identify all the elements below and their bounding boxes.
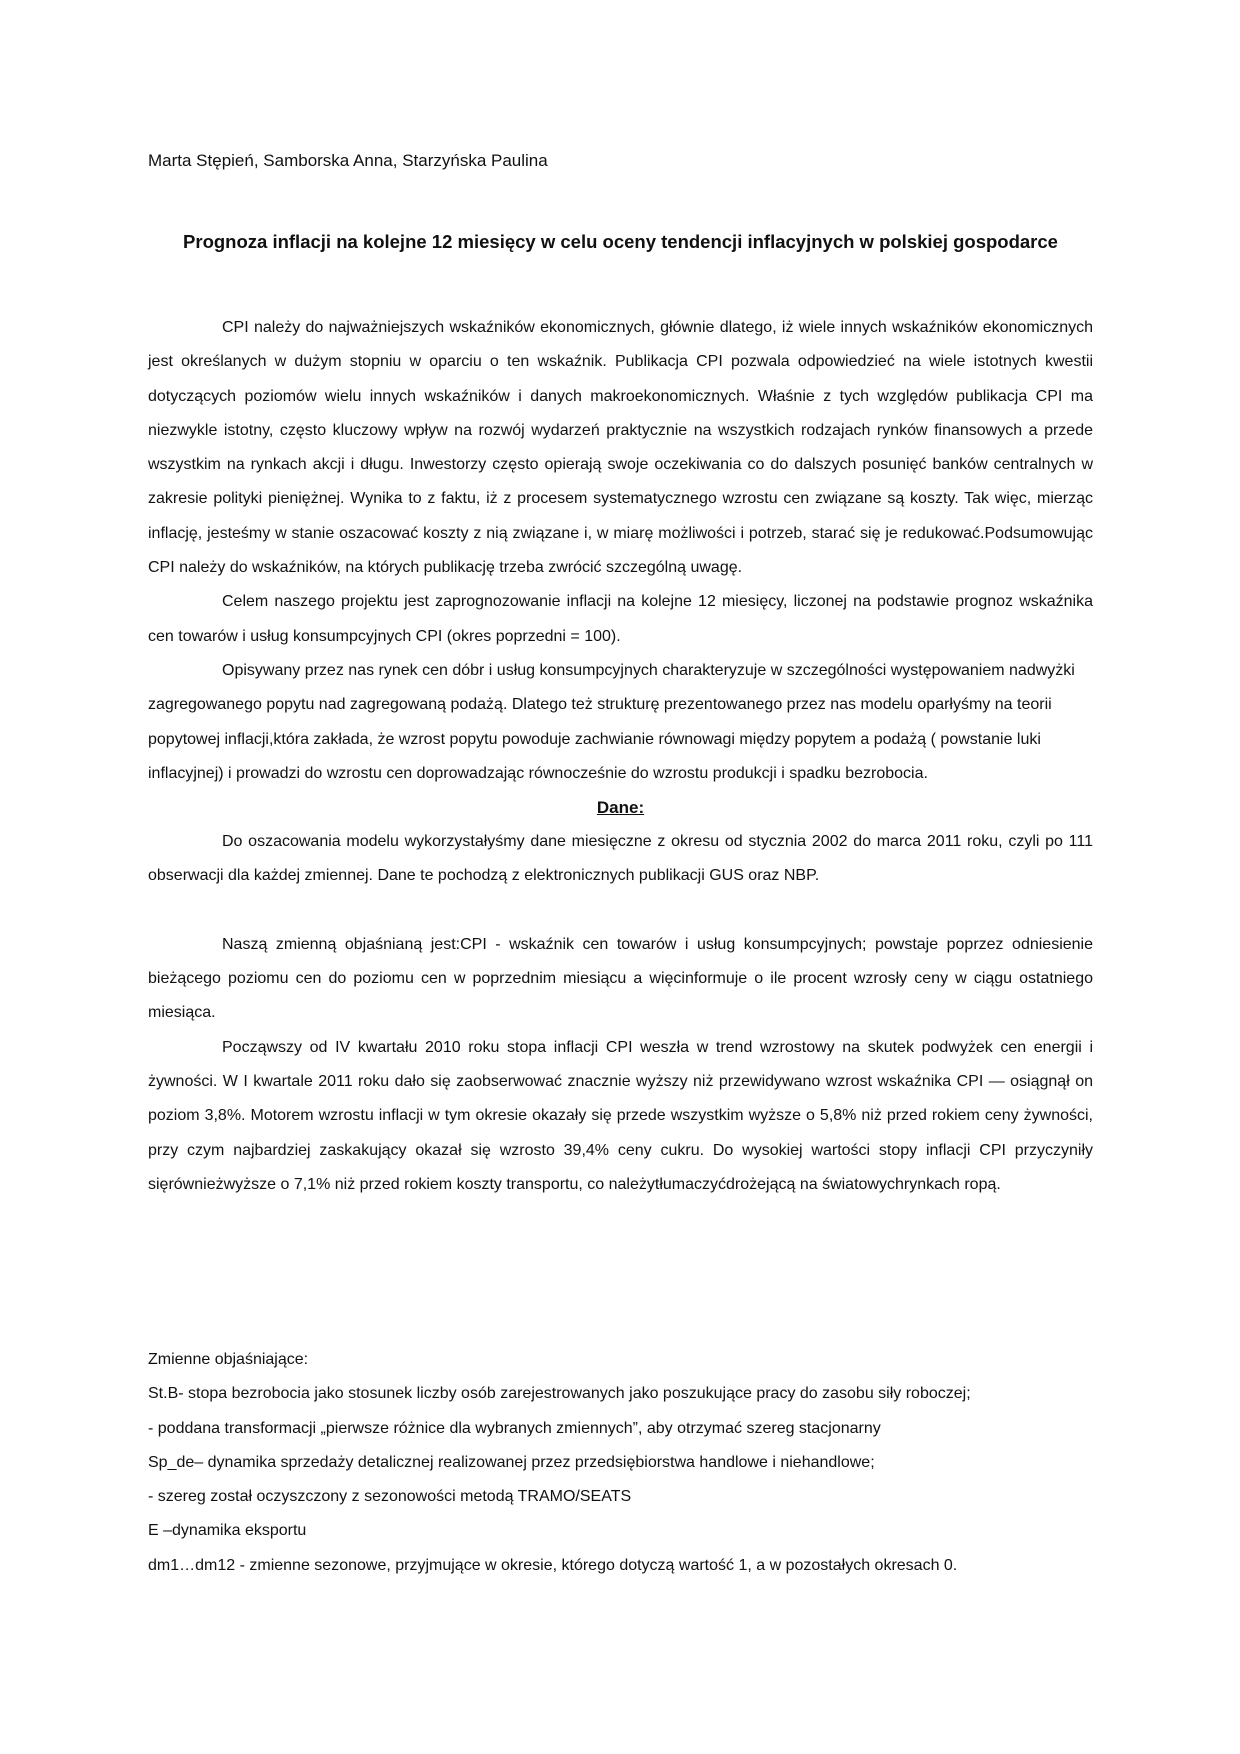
document-title: Prognoza inflacji na kolejne 12 miesięcy w celu oceny tendencji inflacyjnych w polskiej gospodarce: [183, 231, 1058, 252]
paragraph-spacer: [148, 894, 1093, 928]
explanatory-heading: Zmienne objaśniające:: [148, 1351, 309, 1368]
paragraph-inflation-trend: Począwszy od IV kwartału 2010 roku stopa inflacji CPI weszła w trend wzrostowy na skutek podwyżek cen energii i żywności. W I kwartale 2011 roku dało się zaobserwować znacznie wyższy niż przewidywano wzrost wskaźnika CPI — osiągnął on poziom 3,8%. Motorem wzrostu inflacji w tym okresie okazały się przede wszystkim wyższe o 5,8% niż przed rokiem ceny żywności, przy czym najbardziej zaskakujący okazał się wzrosto 39,4% ceny cukru. Do wysokiej wartości stopy inflacji CPI przyczyniły sięrównieżwyższe o 7,1% niż przed rokiem koszty transportu, co należytłumaczyćdrożejącą na światowychrynkach ropą.: [148, 1038, 1093, 1193]
paragraph-market: Opisywany przez nas rynek cen dóbr i usług konsumpcyjnych charakteryzuje w szczególności występowaniem nadwyżki zagregowanego popytu nad zagregowaną podażą. Dlatego też strukturę prezentowanego przez nas modelu oparłyśmy na teorii popytowej inflacji,która zakłada, że wzrost popytu powoduje zachwianie równowagi między popytem a podażą ( powstanie luki inflacyjnej) i prowadzi do wzrostu cen doprowadzając równocześnie do wzrostu produkcji i spadku bezrobocia.: [148, 661, 1075, 782]
section-heading-data: Dane:: [596, 798, 645, 818]
paragraph-goal: Celem naszego projektu jest zaprognozowanie inflacji na kolejne 12 miesięcy, liczonej na podstawie prognoz wskaźnika cen towarów i usług konsumpcyjnych CPI (okres poprzedni = 100).: [148, 593, 1093, 645]
explanatory-line: Sp_de– dynamika sprzedaży detalicznej realizowanej przez przedsiębiorstwa handlowe i niehandlowe;: [148, 1453, 875, 1471]
body-text: [148, 311, 1093, 1202]
explanatory-variables: [148, 1343, 1093, 1583]
explanatory-line: - poddana transformacji „pierwsze różnice dla wybranych zmiennych”, aby otrzymać szereg stacjonarny: [148, 1419, 881, 1437]
paragraph-data-source: Do oszacowania modelu wykorzystałyśmy dane miesięczne z okresu od stycznia 2002 do marca 2011 roku, czyli po 111 obserwacji dla każdej zmiennej. Dane te pochodzą z elektronicznych publikacji GUS oraz NBP.: [148, 833, 1093, 885]
authors-line: Marta Stępień, Samborska Anna, Starzyńska Paulina: [148, 151, 548, 170]
paragraph-intro: CPI należy do najważniejszych wskaźników ekonomicznych, głównie dlatego, iż wiele innych wskaźników ekonomicznych jest określanych w dużym stopniu w oparciu o ten wskaźnik. Publikacja CPI pozwala odpowiedzieć na wiele istotnych kwestii dotyczących poziomów wielu innych wskaźników i danych makroekonomicznych. Właśnie z tych względów publikacja CPI ma niezwykle istotny, często kluczowy wpływ na rozwój wydarzeń praktycznie na wszystkich rodzajach rynków finansowych a przede wszystkim na rynkach akcji i długu. Inwestorzy często opierają swoje oczekiwania co do dalszych posunięć banków centralnych w zakresie polityki pieniężnej. Wynika to z faktu, iż z procesem systematycznego wzrostu cen związane są koszty. Tak więc, mierząc inflację, jesteśmy w stanie oszacować koszty z nią związane i, w miarę możliwości i potrzeb, starać się je redukować.Podsumowując CPI należy do wskaźników, na których publikację trzeba zwrócić szczególną uwagę.: [148, 319, 1093, 577]
explanatory-line: - szereg został oczyszczony z sezonowości metodą TRAMO/SEATS: [148, 1488, 632, 1506]
paragraph-dependent-variable: Naszą zmienną objaśnianą jest:CPI - wskaźnik cen towarów i usług konsumpcyjnych; powstaje poprzez odniesienie bieżącego poziomu cen do poziomu cen w poprzednim miesiącu a więcinformuje o ile procent wzrosły ceny w ciągu ostatniego miesiąca.: [148, 935, 1093, 1022]
explanatory-line: St.B- stopa bezrobocia jako stosunek liczby osób zarejestrowanych jako poszukujące pracy do zasobu siły roboczej;: [148, 1385, 971, 1403]
explanatory-line: E –dynamika eksportu: [148, 1522, 307, 1540]
explanatory-line: dm1…dm12 - zmienne sezonowe, przyjmujące w okresie, którego dotyczą wartość 1, a w pozostałych okresach 0.: [148, 1556, 958, 1574]
